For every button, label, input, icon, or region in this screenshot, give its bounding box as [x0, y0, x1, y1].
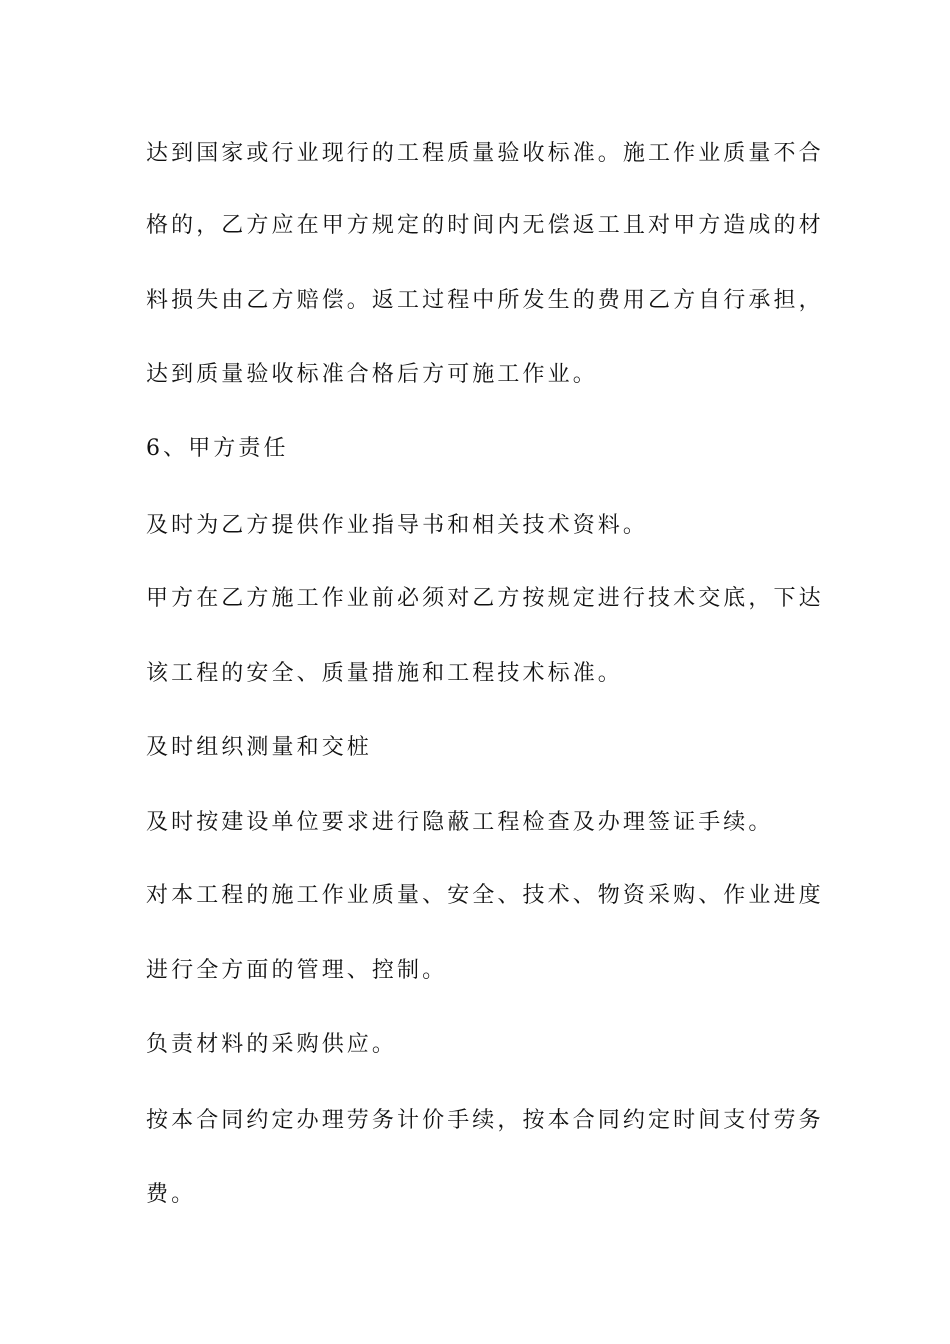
paragraph-line: 达到国家或行业现行的工程质量验收标准。施工作业质量不合 — [146, 141, 824, 166]
paragraph-line: 该工程的安全、质量措施和工程技术标准。 — [146, 661, 623, 686]
paragraph-line: 达到质量验收标准合格后方可施工作业。 — [146, 362, 598, 387]
paragraph-line: 进行全方面的管理、控制。 — [146, 958, 448, 983]
paragraph-line: 格的，乙方应在甲方规定的时间内无偿返工且对甲方造成的材 — [146, 213, 824, 238]
paragraph-line: 料损失由乙方赔偿。返工过程中所发生的费用乙方自行承担， — [146, 288, 824, 313]
paragraph-line: 及时组织测量和交桩 — [146, 735, 372, 760]
paragraph-line: 甲方在乙方施工作业前必须对乙方按规定进行技术交底，下达 — [146, 586, 824, 611]
paragraph-line: 对本工程的施工作业质量、安全、技术、物资采购、作业进度 — [146, 883, 824, 908]
section-heading: 6、甲方责任 — [146, 436, 289, 461]
paragraph-line: 及时为乙方提供作业指导书和相关技术资料。 — [146, 513, 649, 538]
paragraph-line: 按本合同约定办理劳务计价手续，按本合同约定时间支付劳务 — [146, 1108, 824, 1133]
paragraph-line: 费。 — [146, 1182, 197, 1207]
paragraph-line: 负责材料的采购供应。 — [146, 1032, 398, 1057]
paragraph-line: 及时按建设单位要求进行隐蔽工程检查及办理签证手续。 — [146, 810, 774, 835]
